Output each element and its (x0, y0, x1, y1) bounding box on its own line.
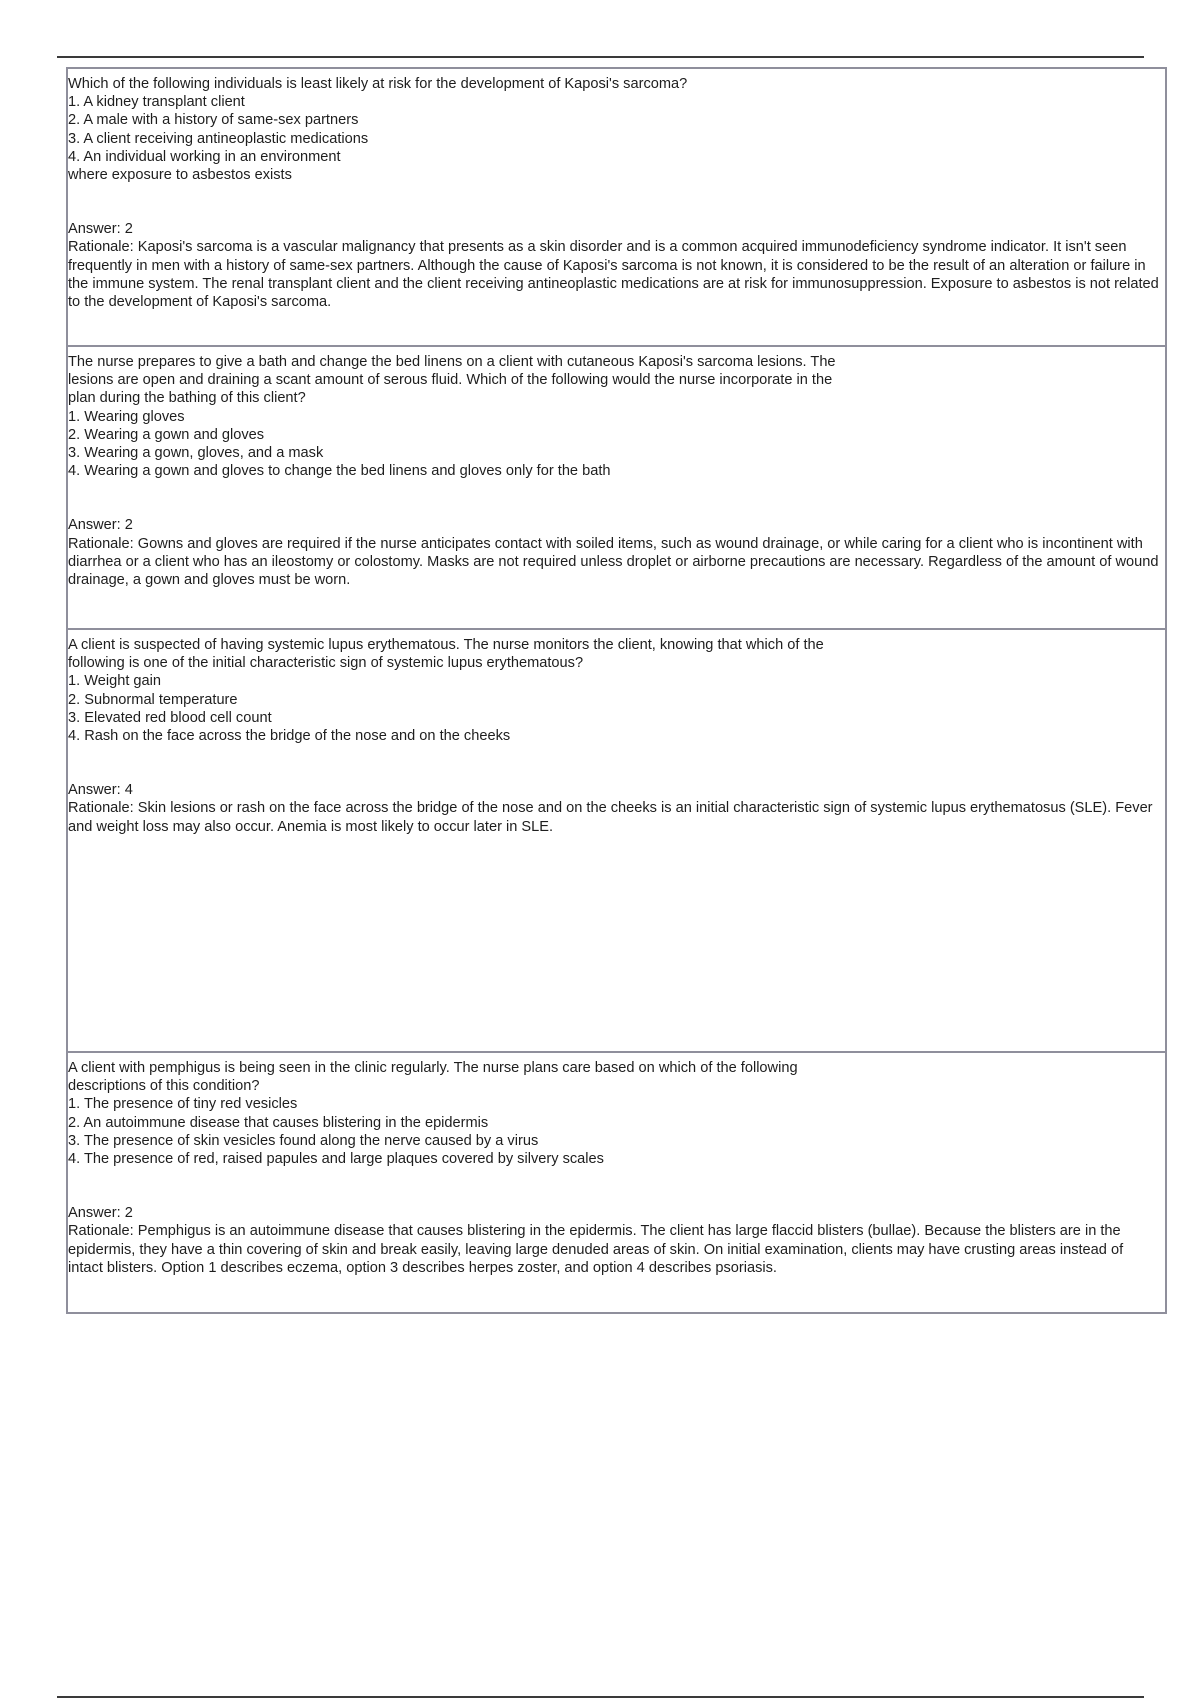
answer-text: Answer: 2 (68, 1205, 133, 1222)
answer-text: Answer: 2 (68, 221, 133, 238)
option-item: 3. The presence of skin vesicles found along the nerve caused by a virus (68, 1132, 539, 1149)
question-table (66, 67, 1167, 1314)
question-cell (68, 69, 1165, 347)
rationale-text: Rationale: Gowns and gloves are required if the nurse anticipates contact with soiled items, such as wound drainage, or while caring for a client who is incontinent with diarrhea or a client who has an ileostomy or colostomy. Masks are not required unless droplet or airborne precautions are necessary. Regardless of the amount of wound drainage, a gown and gloves must be worn. (68, 535, 1159, 589)
option-item: 1. Weight gain (68, 673, 162, 690)
bottom-rule (57, 1696, 1144, 1698)
option-item: 1. A kidney transplant client (68, 94, 245, 111)
option-item: 4. Wearing a gown and gloves to change the bed linens and gloves only for the bath (68, 463, 611, 480)
question-text: A client is suspected of having systemic lupus erythematous. The nurse monitors the client, knowing that which of the following is one of the initial characteristic sign of systemic lupus erythematous? (68, 637, 824, 672)
question-cell (68, 347, 1165, 630)
option-item: 2. An autoimmune disease that causes blistering in the epidermis (68, 1114, 489, 1131)
option-item: 2. Subnormal temperature (68, 691, 238, 708)
option-item: 1. Wearing gloves (68, 408, 185, 425)
option-item: 2. Wearing a gown and gloves (68, 426, 265, 443)
option-list (68, 93, 1159, 184)
option-list (68, 408, 1159, 481)
option-list (68, 672, 1159, 745)
answer-text: Answer: 2 (68, 517, 133, 534)
option-item: 4. An individual working in an environment where exposure to asbestos exists (68, 148, 341, 184)
question-text: The nurse prepares to give a bath and change the bed linens on a client with cutaneous Kaposi's sarcoma lesions. The lesions are open and draining a scant amount of serous fluid. Which of the following would the nurse incorporate in the plan during the bathing of this client? (68, 354, 836, 407)
rationale-text: Rationale: Pemphigus is an autoimmune disease that causes blistering in the epidermis. The client has large flaccid blisters (bullae). Because the blisters are in the epidermis, they have a thin covering of skin and break easily, leaving large denuded areas of skin. On initial examination, clients may have crusting areas instead of intact blisters. Option 1 describes eczema, option 3 describes herpes zoster, and option 4 describes psoriasis. (68, 1223, 1124, 1276)
option-item: 3. Wearing a gown, gloves, and a mask (68, 445, 324, 462)
rationale-text: Rationale: Kaposi's sarcoma is a vascular malignancy that presents as a skin disorder and is a common acquired immunodeficiency syndrome indicator. It isn't seen frequently in men with a history of same-sex partners. Although the cause of Kaposi's sarcoma is not known, it is considered to be the result of an alteration or failure in the immune system. The renal transplant client and the client receiving antineoplastic medications are at risk for immunosuppression. Exposure to asbestos is not related to the development of Kaposi's sarcoma. (68, 239, 1159, 311)
answer-text: Answer: 4 (68, 782, 133, 799)
option-item: 2. A male with a history of same-sex partners (68, 112, 359, 129)
question-cell (68, 630, 1165, 1053)
option-item: 4. Rash on the face across the bridge of the nose and on the cheeks (68, 728, 511, 745)
option-item: 3. A client receiving antineoplastic medications (68, 130, 369, 147)
question-text: A client with pemphigus is being seen in the clinic regularly. The nurse plans care based on which of the following descriptions of this condition? (68, 1060, 798, 1095)
option-item: 4. The presence of red, raised papules and large plaques covered by silvery scales (68, 1151, 604, 1168)
option-item: 3. Elevated red blood cell count (68, 709, 272, 726)
rationale-text: Rationale: Skin lesions or rash on the face across the bridge of the nose and on the cheeks is an initial characteristic sign of systemic lupus erythematosus (SLE). Fever and weight loss may also occur. Anemia is most likely to occur later in SLE. (68, 800, 1153, 835)
question-cell (68, 1053, 1165, 1312)
question-text: Which of the following individuals is least likely at risk for the development of Kaposi's sarcoma? (68, 76, 688, 92)
option-item: 1. The presence of tiny red vesicles (68, 1096, 298, 1113)
option-list (68, 1095, 1159, 1168)
top-rule (57, 56, 1144, 58)
